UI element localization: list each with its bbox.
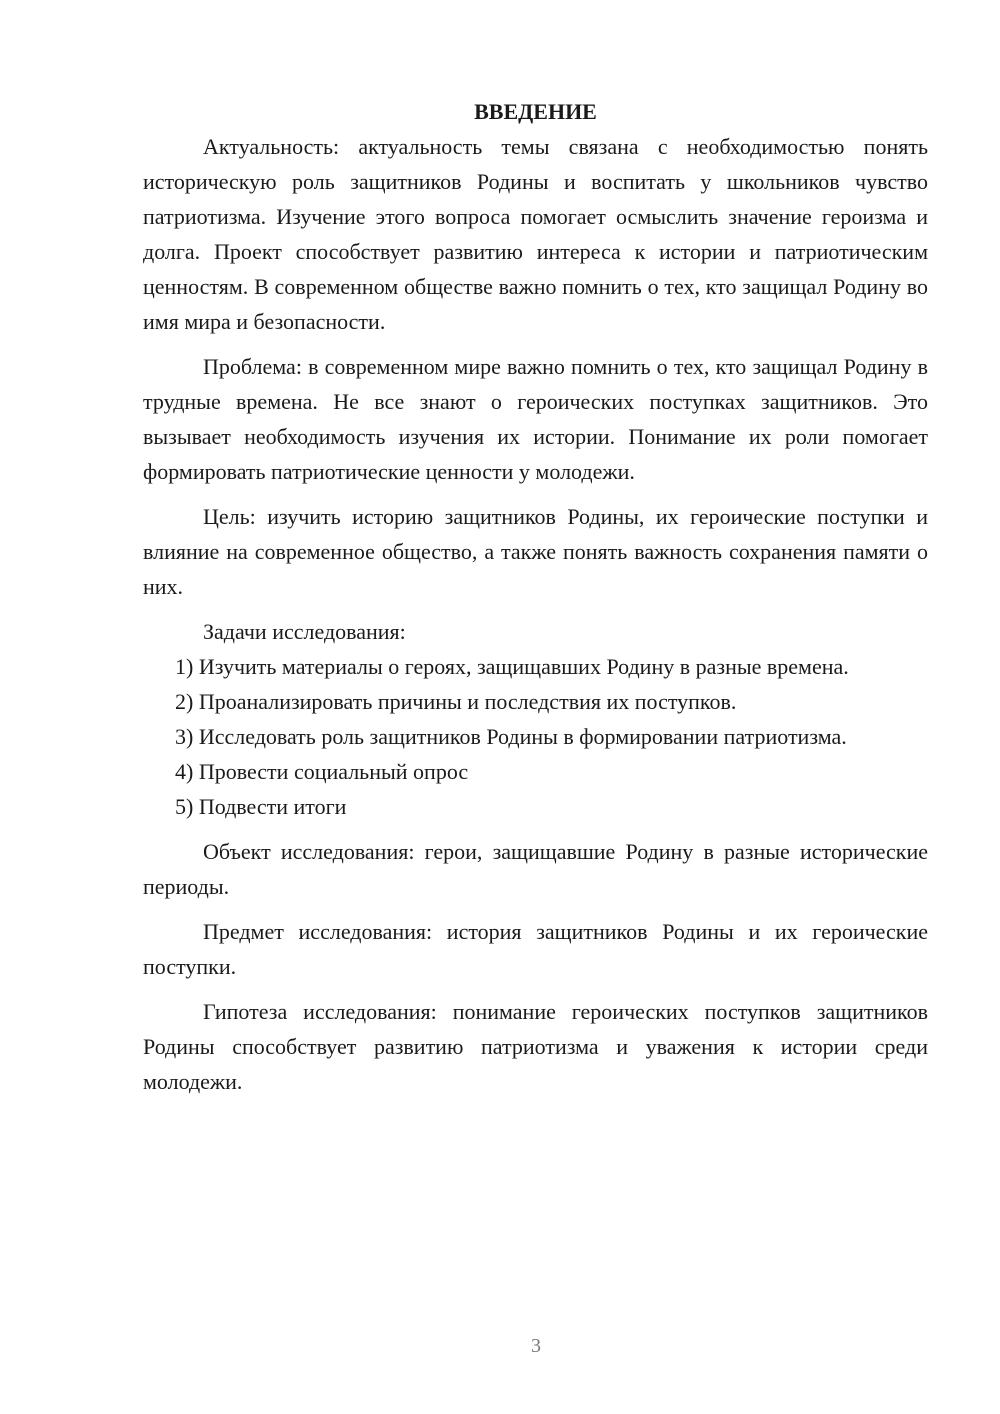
goal-paragraph: Цель: изучить историю защитников Родины, их героические поступки и влияние на современное общество, а также понять важность сохранения памяти о них. [143,504,928,599]
hypothesis-paragraph: Гипотеза исследования: понимание героических поступков защитников Родины способствует развитию патриотизма и уважения к истории среди молодежи. [143,999,928,1094]
task-item-4: 4) Провести социальный опрос [175,759,469,784]
problem-paragraph: Проблема: в современном мире важно помнить о тех, кто защищал Родину в трудные времена. Не все знают о героических поступках защитников. Это вызывает необходимость изучения их истории. Понимание их роли помогает формировать патриотические ценности у молодежи. [143,354,928,484]
object-paragraph: Объект исследования: герои, защищавшие Родину в разные исторические периоды. [143,839,928,899]
section-title: ВВЕДЕНИЕ [474,99,597,124]
subject-paragraph: Предмет исследования: история защитников Родины и их героические поступки. [143,919,928,979]
task-item-5: 5) Подвести итоги [175,794,347,819]
task-item-3: 3) Исследовать роль защитников Родины в формировании патриотизма. [175,724,847,749]
relevance-paragraph: Актуальность: актуальность темы связана с необходимостью понять историческую роль защитников Родины и воспитать у школьников чувство патриотизма. Изучение этого вопроса помогает осмыслить значение героизма и долга. Проект способствует развитию интереса к истории и патриотическим ценностям. В современном обществе важно помнить о тех, кто защищал Родину во имя мира и безопасности. [143,134,928,334]
task-item-1: 1) Изучить материалы о героях, защищавших Родину в разные времена. [175,654,849,679]
page-number: 3 [531,1335,541,1357]
task-item-2: 2) Проанализировать причины и последствия их поступков. [175,689,737,714]
document-body [143,94,928,1099]
tasks-heading: Задачи исследования: [203,619,406,644]
